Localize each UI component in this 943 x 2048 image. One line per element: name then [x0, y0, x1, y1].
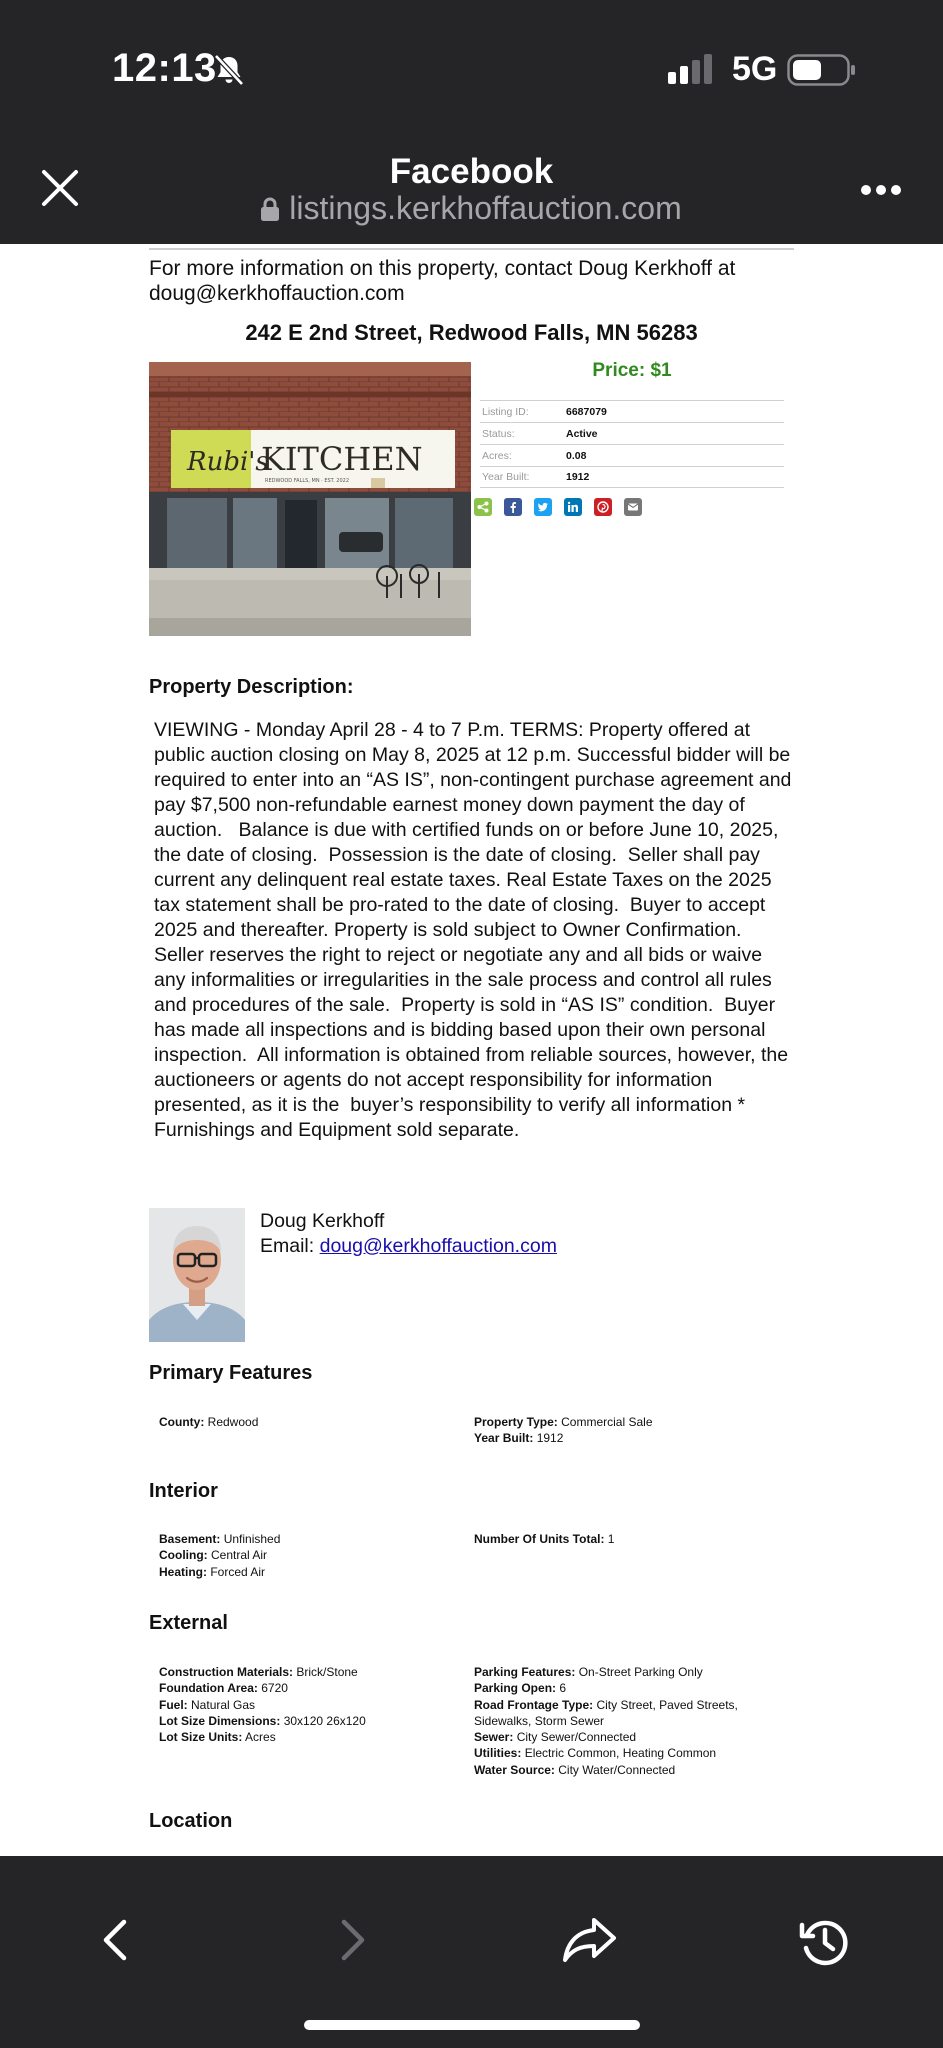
feature-label: Construction Materials: [159, 1665, 294, 1679]
price: Price: $1 [592, 360, 672, 381]
feature-label: Sewer: [474, 1730, 514, 1745]
primary-features-right [474, 1414, 774, 1447]
location-heading: Location [149, 1810, 233, 1832]
property-address: 242 E 2nd Street, Redwood Falls, MN 56283 [245, 320, 698, 345]
feature-label: Lot Size Dimensions: [159, 1713, 281, 1728]
details-table [480, 400, 784, 488]
feature-lot-units [159, 1729, 459, 1745]
feature-value: City Street, Paved Streets, Sidewalks, Storm Sewer [474, 1697, 738, 1728]
feature-label: Fuel: [159, 1697, 188, 1712]
contact-info: For more information on this property, contact Doug Kerkhoff at doug@kerkhoffauction.com [149, 257, 736, 305]
feature-road-frontage [474, 1697, 764, 1730]
share-forward-icon[interactable] [562, 1916, 618, 1964]
history-icon[interactable] [798, 1916, 850, 1968]
detail-value: 1912 [566, 471, 590, 483]
feature-water-source [474, 1762, 764, 1778]
feature-utilities [474, 1745, 764, 1761]
interior-left [159, 1531, 459, 1580]
feature-label: Basement: [159, 1532, 221, 1546]
primary-features-heading: Primary Features [149, 1362, 313, 1384]
external-left [159, 1664, 459, 1745]
feature-construction [159, 1664, 459, 1680]
feature-value: Unfinished [223, 1532, 281, 1546]
feature-value: Acres [245, 1730, 276, 1745]
battery-icon [787, 54, 857, 86]
sign-script: Rubi's [187, 447, 269, 477]
feature-label: Heating: [159, 1564, 207, 1579]
lock-icon [261, 197, 279, 221]
pinterest-icon[interactable] [594, 498, 612, 516]
feature-value: 6720 [261, 1681, 288, 1696]
feature-label: Parking Open: [474, 1681, 557, 1696]
feature-value: Commercial Sale [561, 1415, 653, 1429]
page-content [0, 244, 943, 1856]
agent-email-line [260, 1235, 557, 1258]
feature-value: Brick/Stone [296, 1665, 358, 1679]
detail-label: Year Built: [482, 471, 530, 483]
feature-value: 1 [607, 1532, 615, 1546]
agent-email-link[interactable]: doug@kerkhoffauction.com [319, 1235, 557, 1257]
feature-value: Electric Common, Heating Common [524, 1746, 717, 1761]
forward-icon[interactable] [336, 1916, 370, 1964]
feature-sewer [474, 1729, 764, 1745]
description-heading: Property Description: [149, 676, 354, 698]
detail-value: Active [566, 427, 598, 440]
detail-row-status [480, 422, 784, 444]
feature-label: County: [159, 1415, 205, 1429]
home-indicator[interactable] [304, 2020, 640, 2030]
detail-row-listing-id [480, 400, 784, 422]
external-right [474, 1664, 764, 1778]
feature-value: Redwood [207, 1415, 259, 1429]
feature-label: Year Built: [474, 1431, 534, 1446]
network-type: 5G [732, 50, 778, 88]
feature-value: Central Air [211, 1548, 268, 1563]
feature-value: 1912 [536, 1431, 564, 1446]
feature-cooling [159, 1547, 459, 1563]
interior-right [474, 1531, 774, 1547]
url-text: listings.kerkhoffauction.com [289, 190, 682, 226]
detail-row-year-built [480, 466, 784, 488]
feature-parking-open [474, 1680, 764, 1696]
feature-value: 30x120 26x120 [283, 1713, 366, 1728]
email-share-icon[interactable] [624, 498, 642, 516]
sign-main: KITCHEN [261, 440, 423, 478]
detail-value: 0.08 [566, 449, 587, 462]
feature-value: City Water/Connected [558, 1762, 676, 1777]
detail-value: 6687079 [566, 405, 607, 418]
clock: 12:13 [112, 46, 217, 90]
feature-label: Property Type: [474, 1415, 558, 1429]
facebook-icon[interactable] [504, 498, 522, 516]
feature-label: Number Of Units Total: [474, 1532, 605, 1546]
back-icon[interactable] [98, 1916, 132, 1964]
feature-label: Cooling: [159, 1548, 208, 1563]
feature-lot-dimensions [159, 1713, 459, 1729]
feature-basement [159, 1531, 459, 1547]
interior-heading: Interior [149, 1480, 218, 1502]
description-body: VIEWING - Monday April 28 - 4 to 7 P.m. TERMS: Property offered at public auction closing on May 8, 2025 at 12 p.m. Successful bidder will be required to enter into an “AS IS”, non-contingent purchase agreement and pay $7,500 non-refundable earnest money down payment the day of auction. Balance is due with certified funds on or before June 10, 2025, the date of closing. Possession is the date of closing. Seller shall pay current any delinquent real estate taxes. Real Estate Taxes on the 2025 tax statement shall be pro-rated to the date of closing. Buyer to accept 2025 and thereafter. Property is sold subject to Owner Confirmation. Seller reserves the right to reject or negotiate any and all bids or waive any informalities or irregularities in the sale process and control all rules and procedures of the sale. Property is sold in “AS IS” condition. Buyer has made all inspections and is bidding based upon their own personal inspection. All information is obtained from reliable sources, however, the auctioneers or agents do not accept responsibility for information presented, as it is the buyer’s responsibility to verify all information * Furnishings and Equipment sold separate. [154, 719, 797, 1141]
linkedin-icon[interactable] [564, 498, 582, 516]
bell-slash-icon [211, 52, 247, 88]
browser-title: Facebook [389, 152, 554, 191]
feature-foundation-area [159, 1680, 459, 1696]
property-photo[interactable] [149, 362, 471, 636]
detail-label: Status: [482, 427, 515, 440]
feature-parking-features [474, 1664, 764, 1680]
feature-year-built [474, 1430, 774, 1446]
feature-label: Foundation Area: [159, 1681, 258, 1696]
agent-email-label: Email: [260, 1235, 315, 1257]
feature-value: 6 [559, 1681, 567, 1696]
share-icon[interactable] [474, 498, 492, 516]
browser-toolbar [0, 1856, 943, 2048]
more-options-icon[interactable] [860, 184, 902, 196]
feature-label: Parking Features: [474, 1665, 576, 1679]
primary-features-left [159, 1414, 459, 1430]
feature-value: On-Street Parking Only [578, 1665, 703, 1679]
feature-label: Road Frontage Type: [474, 1697, 594, 1712]
divider [149, 248, 794, 250]
share-icons [474, 498, 642, 516]
url-bar[interactable] [0, 190, 943, 227]
feature-units-total [474, 1531, 774, 1547]
feature-property-type [474, 1414, 774, 1430]
feature-heating [159, 1564, 459, 1580]
agent-photo [149, 1208, 245, 1342]
status-bar [0, 0, 943, 140]
twitter-icon[interactable] [534, 498, 552, 516]
feature-label: Water Source: [474, 1762, 555, 1777]
feature-value: Natural Gas [191, 1697, 256, 1712]
signal-icon [668, 54, 716, 84]
feature-county [159, 1414, 459, 1430]
detail-label: Listing ID: [482, 405, 529, 418]
browser-header [0, 140, 943, 244]
feature-value: City Sewer/Connected [516, 1730, 637, 1745]
sign-sub: REDWOOD FALLS, MN · EST. 2022 [265, 478, 350, 484]
detail-row-acres [480, 444, 784, 466]
detail-label: Acres: [482, 449, 512, 462]
external-heading: External [149, 1612, 228, 1634]
feature-value: Forced Air [210, 1564, 266, 1579]
feature-label: Lot Size Units: [159, 1730, 243, 1745]
agent-name: Doug Kerkhoff [260, 1210, 385, 1232]
feature-label: Utilities: [474, 1746, 522, 1761]
feature-fuel [159, 1697, 459, 1713]
